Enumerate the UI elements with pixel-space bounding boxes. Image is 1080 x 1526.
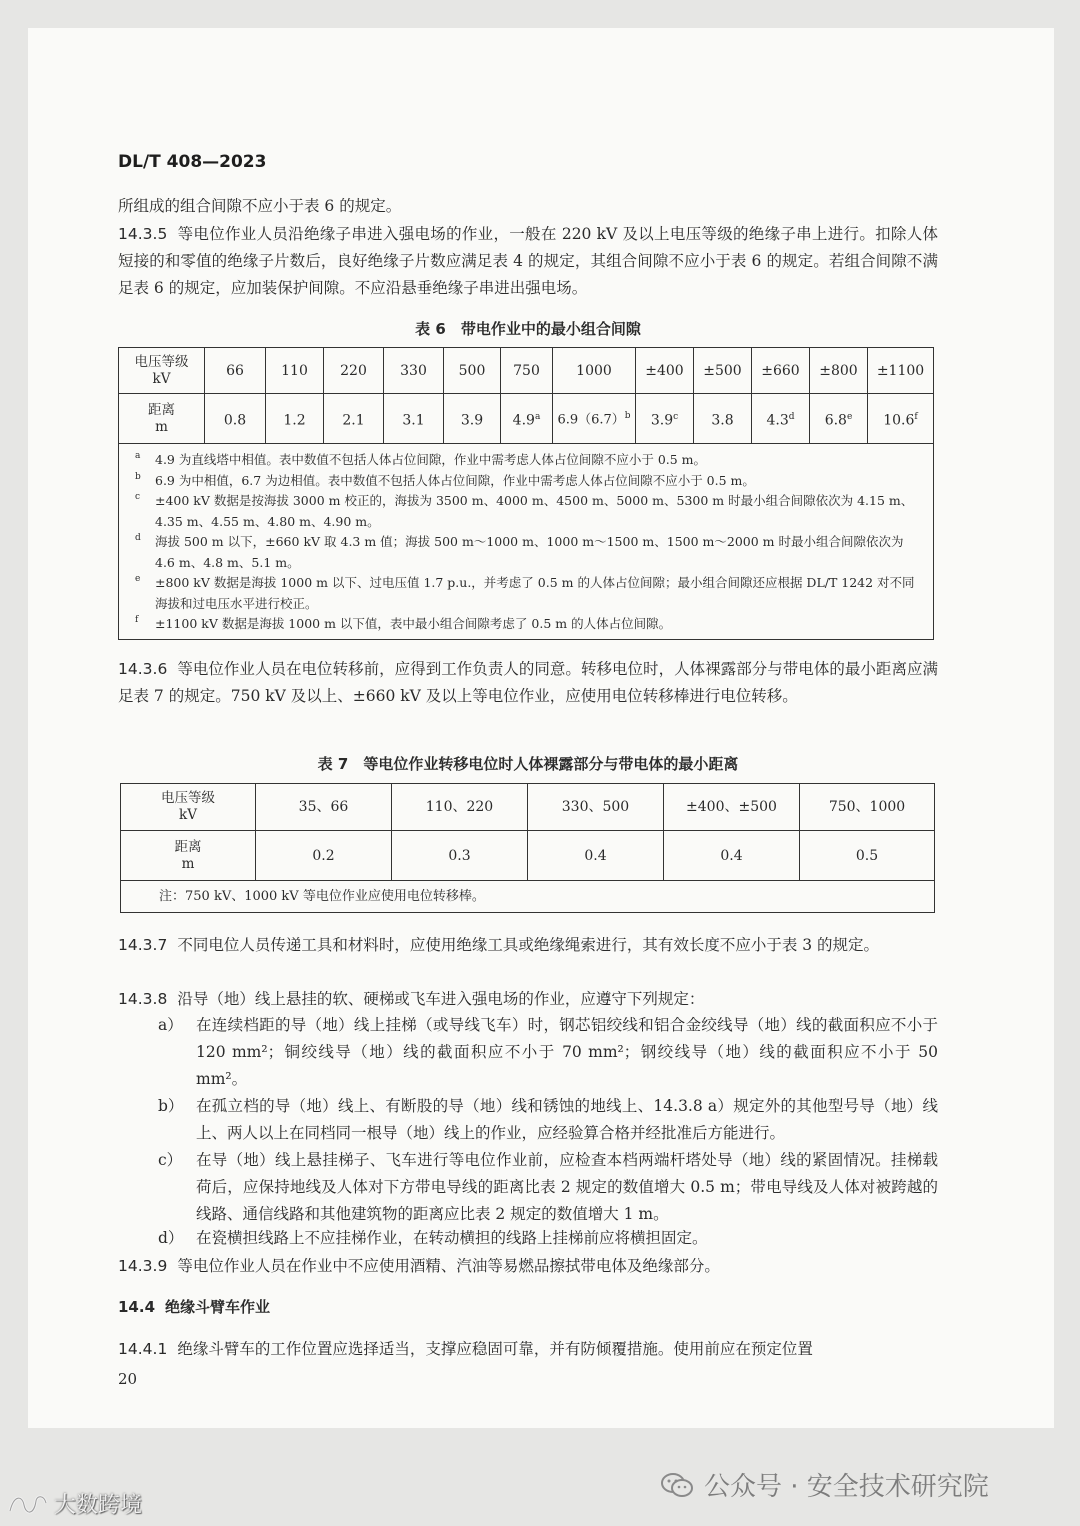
table6-distance-cell: 4.9$^a$ [501,394,553,444]
clause-number: 14.3.7 [118,936,168,954]
clause-text: 等电位作业人员在作业中不应使用酒精、汽油等易燃品擦拭带电体及绝缘部分。 [177,1257,720,1275]
page-number: 20 [118,1370,138,1388]
table6-note: b 6.9 为中相值，6.7 为边相值。表中数值不包括人体占位间隙，作业中需考虑人体占位间隙不应小于 0.5 m。 [135,471,755,488]
clause-14-4-1 [118,1336,938,1363]
table6-voltage-cell: ±800 [810,348,868,394]
table7-caption: 表 7 等电位作业转移电位时人体裸露部分与带电体的最小距离 [317,755,739,773]
table7-voltage-cell: ±400、±500 [664,784,800,831]
table6-voltage-cell: 330 [384,348,444,394]
clause-number: 14.4.1 [118,1340,168,1358]
table7-distance-cell: 0.4 [664,831,800,881]
table7-note: 注：750 kV、1000 kV 等电位作业应使用电位转移棒。 [121,881,935,913]
clause-number: 14.3.5 [118,225,168,243]
clause-text: 沿导（地）线上悬挂的软、硬梯或飞车进入强电场的作业，应遵守下列规定： [177,990,705,1008]
table7-distance-cell: 0.2 [256,831,392,881]
clause-14-3-6 [118,656,938,710]
clause-text: 不同电位人员传递工具和材料时，应使用绝缘工具或绝缘绳索进行，其有效长度不应小于表 3 的规定。 [177,936,880,954]
clause-text: 绝缘斗臂车的工作位置应选择适当，支撑应稳固可靠，并有防倾覆措施。使用前应在预定位置 [177,1340,813,1358]
list-item-a: a） 在连续档距的导（地）线上挂梯（或导线飞车）时，钢芯铝绞线和铝合金绞线导（地）线的截面积应不小于 120 mm²；铜绞线导（地）线的截面积应不小于 70 mm²；钢绞线导（地）线的截面积应不小于 50 mm²。 [158,1016,938,1088]
clause-number: 14.3.9 [118,1257,168,1275]
table7-voltage-header: 电压等级 kV [121,784,256,831]
table7-distance-cell: 0.3 [392,831,528,881]
table6-distance-cell: 4.3$^d$ [752,394,810,444]
brand-logo-icon [6,1491,50,1517]
clause-text: 等电位作业人员在电位转移前，应得到工作负责人的同意。转移电位时，人体裸露部分与带电体的最小距离应满足表 7 的规定。750 kV 及以上、±660 kV 及以上等电位作业，应使用电位转移棒进行电位转移。 [118,660,938,705]
table7-distance-cell: 0.4 [528,831,664,881]
table6-voltage-cell: 66 [205,348,266,394]
table6-distance-cell: 3.9 [444,394,501,444]
table6-voltage-cell: ±500 [694,348,752,394]
table6-distance-cell: 0.8 [205,394,266,444]
table6-distance-cell: 3.8 [694,394,752,444]
table6-voltage-cell: 220 [324,348,384,394]
table6-notes [119,444,934,640]
table7-distance-header: 距离 m [121,831,256,881]
table7-voltage-cell: 330、500 [528,784,664,831]
table7-voltage-cell: 35、66 [256,784,392,831]
brand-text: 大数跨境 [54,1493,143,1518]
list-item-b: b） 在孤立档的导（地）线上、有断股的导（地）线和锈蚀的地线上、14.3.8 a）规定外的其他型号导（地）线上、两人以上在同档同一根导（地）线上的作业，应经验算合格并经批准后方能进行。 [158,1097,938,1142]
table7-voltage-cell: 750、1000 [800,784,935,831]
list-item-d: d） 在瓷横担线路上不应挂梯作业，在转动横担的线路上挂梯前应将横担固定。 [158,1229,708,1247]
standard-code: DL/T 408—2023 [118,152,267,172]
clause-14-3-8 [118,986,938,1013]
table6-distance-cell: 3.9$^c$ [636,394,694,444]
clause-14-3-9 [118,1253,938,1280]
wechat-icon [660,1471,694,1499]
table6-voltage-cell: 500 [444,348,501,394]
clause-number: 14.3.8 [118,990,168,1008]
table7-voltage-cell: 110、220 [392,784,528,831]
table6-caption: 表 6 带电作业中的最小组合间隙 [415,320,641,338]
table6-distance-cell: 2.1 [324,394,384,444]
table6-voltage-cell: ±1100 [868,348,934,394]
table6-distance-cell: 3.1 [384,394,444,444]
table6-distance-cell: $6.9(6.7)^b$ [553,394,636,444]
clause-number: 14.3.6 [118,660,168,678]
table6-distance-cell: 1.2 [266,394,324,444]
table6-distance-cell: 6.8e [810,394,868,444]
continued-line: 所组成的组合间隙不应小于表 6 的规定。 [118,197,402,215]
table6-distance-cell: 10.6$^f$ [868,394,934,444]
table6-note: c ±400 kV 数据是按海拔 3000 m 校正的，海拔为 3500 m、4000 m、4500 m、5000 m、5300 m 时最小组合间隙依次为 4.15 m、4.35 m、4.55 m、4.80 m、4.90 m。 [135,492,914,529]
clause-14-3-7 [118,932,938,959]
table6-note: d 海拔 500 m 以下，±660 kV 取 4.3 m 值；海拔 500 m～1000 m、1000 m～1500 m、1500 m～2000 m 时最小组合间隙依次为 4.6 m、4.8 m、5.1 m。 [135,533,904,570]
table6-voltage-cell: ±660 [752,348,810,394]
table7-distance-cell: 0.5 [800,831,935,881]
list-item-c: c） 在导（地）线上悬挂梯子、飞车进行等电位作业前，应检查本档两端杆塔处导（地）线的紧固情况。挂梯载荷后，应保持地线及人体对下方带电导线的距离比表 2 规定的数值增大 0.5 m；带电导线及人体对被跨越的线路、通信线路和其他建筑物的距离应比表 2 规定的数值增大 1 m。 [158,1151,938,1223]
brand-watermark [6,1488,142,1519]
table6-voltage-cell: 110 [266,348,324,394]
table6-note: e ±800 kV 数据是海拔 1000 m 以下、过电压值 1.7 p.u.，并考虑了 0.5 m 的人体占位间隙；最小组合间隙还应根据 DL/T 1242 对不同海拔和过电压水平进行校正。 [135,574,915,611]
wechat-account-text: 公众号 · 安全技术研究院 [704,1472,989,1502]
clause-text: 等电位作业人员沿绝缘子串进入强电场的作业，一般在 220 kV 及以上电压等级的绝缘子串上进行。扣除人体短接的和零值的绝缘子片数后，良好绝缘子片数应满足表 4 的规定，其组合间隙不应小于表 6 的规定。若组合间隙不满足表 6 的规定，应加装保护间隙。不应沿悬垂绝缘子串进出强电场。 [118,225,938,297]
table6-voltage-cell: 1000 [553,348,636,394]
table6-voltage-cell: ±400 [636,348,694,394]
wechat-watermark [660,1466,989,1503]
clause-14-3-5 [118,221,938,302]
table-6 [118,347,934,640]
table6-voltage-cell: 750 [501,348,553,394]
table6-voltage-header: 电压等级 kV [119,348,205,394]
table6-distance-header: 距离 m [119,394,205,444]
table6-note: a 4.9 为直线塔中相值。表中数值不包括人体占位间隙，作业中需考虑人体占位间隙不应小于 0.5 m。 [135,451,707,467]
section-14-4-heading: 14.4 绝缘斗臂车作业 [118,1298,271,1316]
table6-note: f ±1100 kV 数据是海拔 1000 m 以下值，表中最小组合间隙考虑了 0.5 m 的人体占位间隙。 [135,615,672,631]
table-7 [120,783,935,913]
